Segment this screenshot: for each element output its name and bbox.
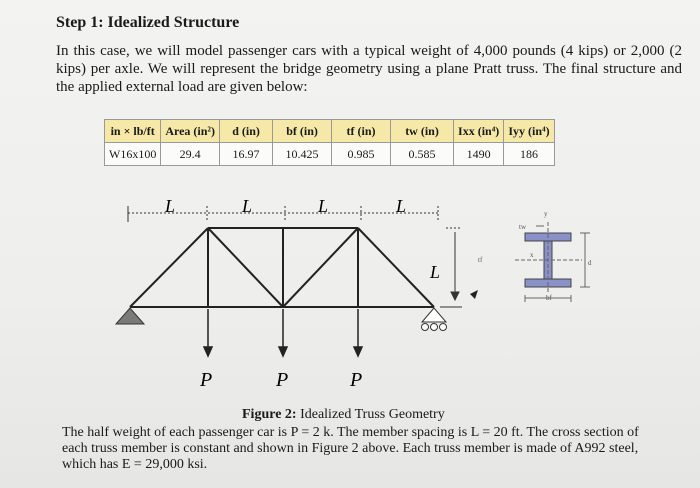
- section-label-tf: tf: [478, 256, 483, 264]
- table-cell: 186: [504, 143, 554, 166]
- span-label: L: [242, 196, 253, 216]
- intro-paragraph: In this case, we will model passenger cars with a typical weight of 4,000 pounds (4 kips) or 2,000 (2 kips) per axle. We will represent the bridge geometry using a plane Pratt truss. The final structure and the applied external load are given below:: [56, 43, 682, 95]
- pin-support: [116, 308, 144, 324]
- caption-label: Figure 2:: [242, 407, 297, 422]
- table-header: bf (in): [273, 120, 332, 143]
- caption-text: Idealized Truss Geometry: [296, 407, 445, 422]
- span-label: L: [318, 196, 329, 216]
- roller-support: [422, 308, 447, 331]
- section-label-bf: bf: [546, 294, 552, 302]
- table-cell: 0.985: [332, 143, 391, 166]
- load-label: P: [276, 369, 289, 391]
- step-heading: Step 1: Idealized Structure: [56, 14, 240, 31]
- load-label: P: [350, 369, 363, 391]
- section-label-tw: tw: [519, 223, 526, 231]
- table-cell: 29.4: [161, 143, 220, 166]
- table-cell: 0.585: [391, 143, 454, 166]
- span-label: L: [396, 196, 407, 216]
- table-header: d (in): [220, 120, 273, 143]
- table-cell: W16x100: [105, 143, 161, 166]
- description-paragraph: The half weight of each passenger car is P = 2 k. The member spacing is L = 20 ft. The cross section of each truss member is constant and shown in Figure 2 above. Each truss member is made of A992 steel, which has E = 29,000 ksi.: [62, 425, 639, 472]
- table-cell: 1490: [454, 143, 504, 166]
- height-label: L: [430, 262, 441, 282]
- span-label: L: [165, 196, 176, 216]
- height-dimension: [440, 228, 462, 307]
- section-label-d: d: [588, 259, 592, 267]
- section-label-x: x: [530, 251, 534, 259]
- table-header: tw (in): [391, 120, 454, 143]
- load-arrows: [204, 309, 362, 356]
- pratt-truss: [130, 228, 434, 307]
- table-header: in × lb/ft: [105, 120, 161, 143]
- table-header: Iyy (in⁴): [504, 120, 554, 143]
- section-label-y: y: [544, 210, 548, 218]
- table-cell: 16.97: [220, 143, 273, 166]
- load-label: P: [200, 369, 213, 391]
- table-header: Area (in²): [161, 120, 220, 143]
- mouse-cursor-icon: [470, 290, 478, 299]
- i-beam-section: [515, 222, 590, 302]
- table-header: tf (in): [332, 120, 391, 143]
- table-cell: 10.425: [273, 143, 332, 166]
- figure-caption: [242, 407, 445, 423]
- table-header: Ixx (in⁴): [454, 120, 504, 143]
